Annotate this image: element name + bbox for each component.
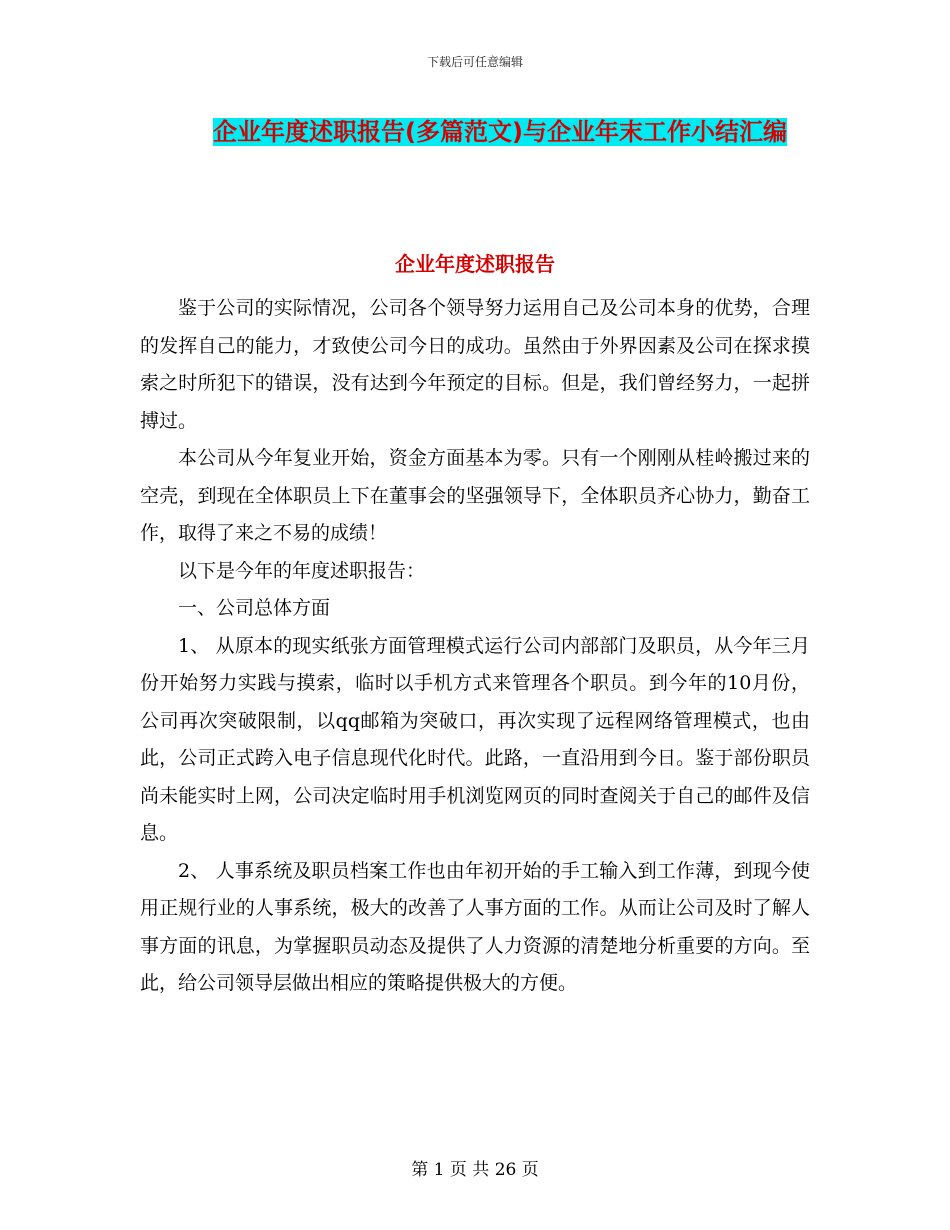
paragraph-1: 鉴于公司的实际情况，公司各个领导努力运用自己及公司本身的优势，合理的发挥自己的能力，才致使公司今日的成功。虽然由于外界因素及公司在探求摸索之时所犯下的错误，没有达到今年预定的目标。但是，我们曾经努力，一起拼搏过。: [140, 297, 810, 432]
paragraph-4: 一、公司总体方面: [178, 597, 331, 619]
document-title-text: 企业年度述职报告(多篇范文)与企业年末工作小结汇编: [213, 118, 787, 146]
document-title: [190, 110, 810, 154]
document-body: [140, 290, 810, 1003]
paragraph-2: 本公司从今年复业开始，资金方面基本为零。只有一个刚刚从桂岭搬过来的空壳，到现在全体职员上下在董事会的坚强领导下，全体职员齐心协力，勤奋工作，取得了来之不易的成绩！: [140, 447, 810, 544]
page-footer: 第 1 页 共 26 页: [411, 1160, 539, 1180]
paragraph-3: 以下是今年的年度述职报告：: [178, 559, 426, 582]
header-note: 下载后可任意编辑: [426, 55, 523, 69]
paragraph-5: 1、 从原本的现实纸张方面管理模式运行公司内部部门及职员，从今年三月份开始努力实践与摸索，临时以手机方式来管理各个职员。到今年的10月份，公司再次突破限制，以qq邮箱为突破口，再次实现了远程网络管理模式，也由此，公司正式跨入电子信息现代化时代。此路，一直沿用到今日。鉴于部份职员尚未能实时上网，公司决定临时用手机浏览网页的同时查阅关于自己的邮件及信息。: [140, 634, 810, 844]
section-title: 企业年度述职报告: [395, 252, 555, 276]
paragraph-6: 2、 人事系统及职员档案工作也由年初开始的手工输入到工作薄，到现今使用正规行业的人事系统，极大的改善了人事方面的工作。从而让公司及时了解人事方面的讯息，为掌握职员动态及提供了人力资源的清楚地分析重要的方向。至此，给公司领导层做出相应的策略提供极大的方便。: [140, 859, 810, 994]
